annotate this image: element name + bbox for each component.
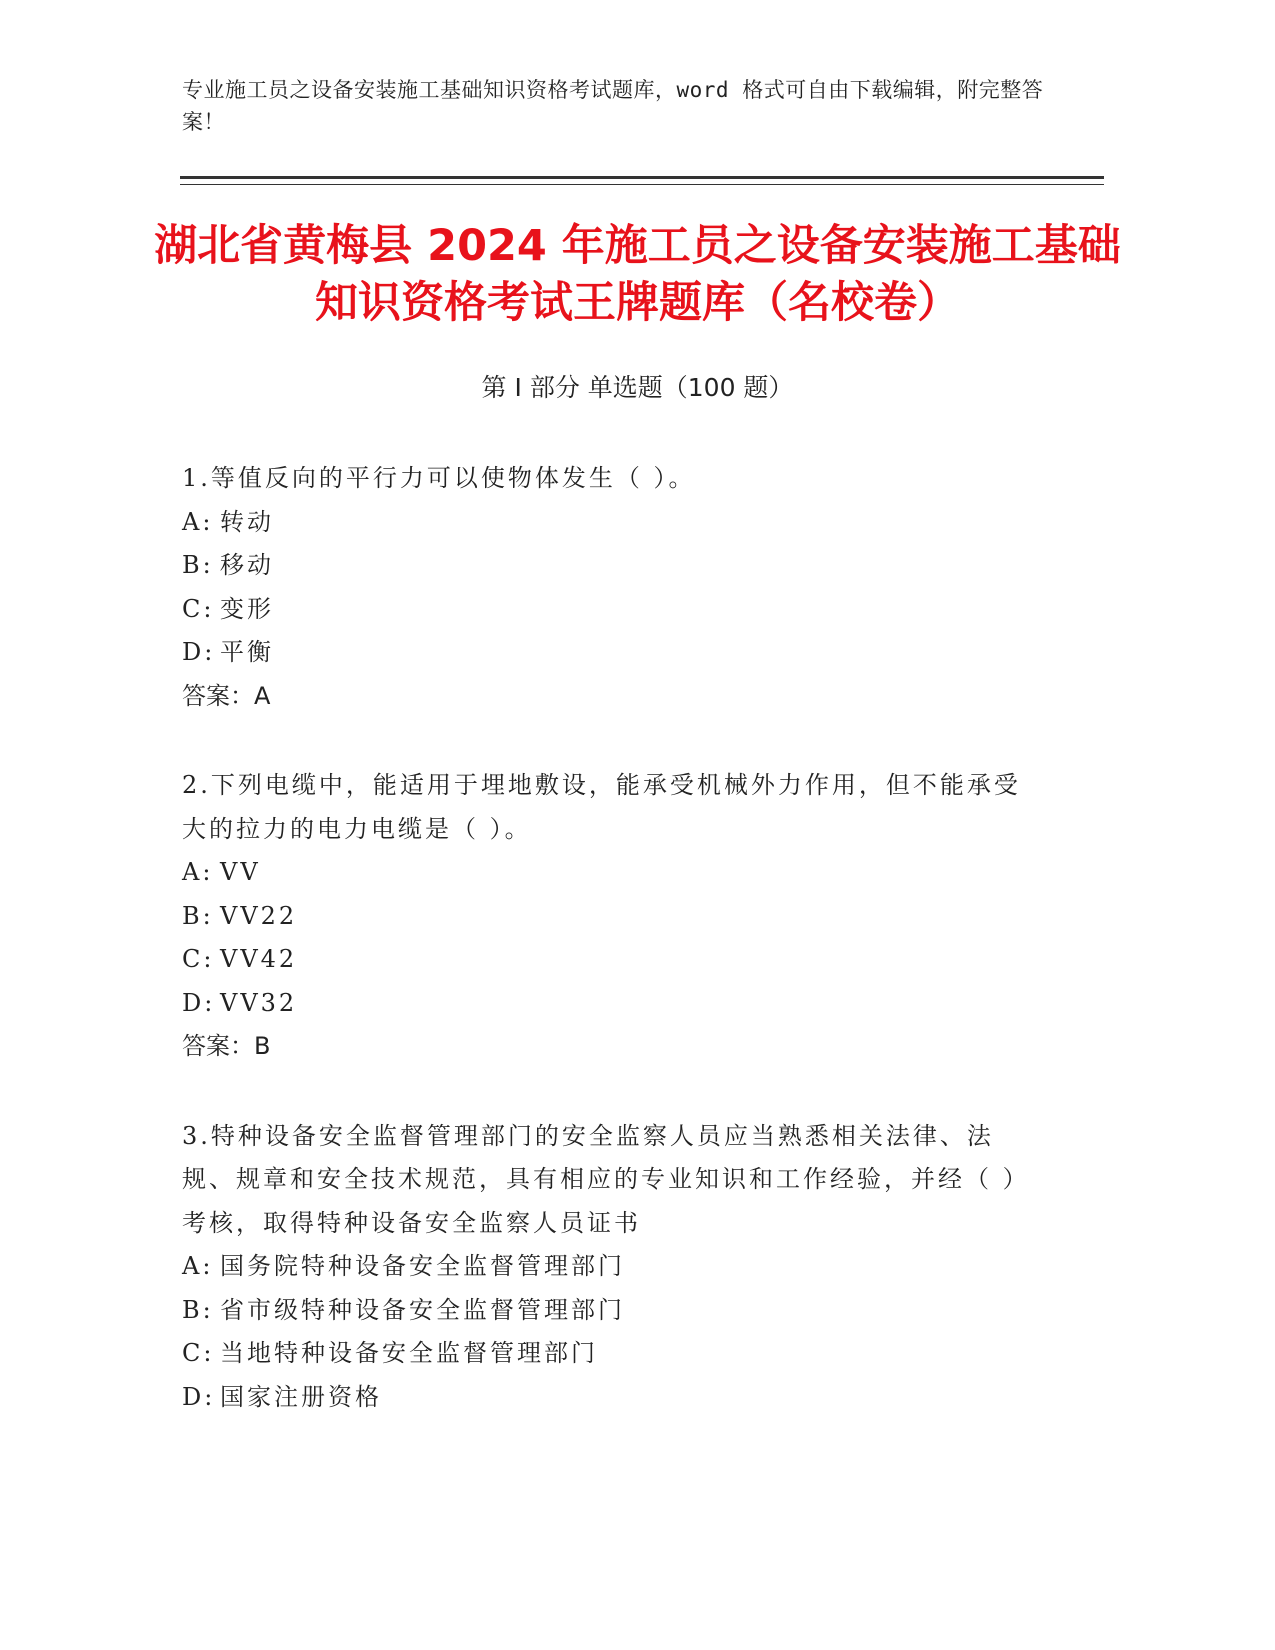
option-text: 转动 xyxy=(220,507,274,536)
answer-line: 答案：A xyxy=(182,681,271,710)
option-letter: A: xyxy=(182,1252,214,1280)
option-a xyxy=(182,1245,1022,1289)
question-2 xyxy=(182,764,1022,1069)
question-list xyxy=(182,457,1022,1465)
option-c xyxy=(182,588,1022,632)
option-text: 国家注册资格 xyxy=(220,1382,382,1411)
section-title: 第 I 部分 单选题（100 题） xyxy=(481,373,794,402)
option-b xyxy=(182,544,1022,588)
option-text: VV xyxy=(220,858,261,886)
option-text: 当地特种设备安全监督管理部门 xyxy=(220,1339,598,1367)
option-text: 国务院特种设备安全监督管理部门 xyxy=(220,1252,625,1280)
option-text: 省市级特种设备安全监督管理部门 xyxy=(220,1295,625,1324)
option-letter: C: xyxy=(182,594,215,623)
option-c xyxy=(182,1332,1022,1376)
option-b xyxy=(182,1289,1022,1333)
option-a xyxy=(182,501,1022,545)
option-letter: B: xyxy=(182,901,214,930)
header-divider-thick xyxy=(180,176,1104,179)
question-stem: 1.等值反向的平行力可以使物体发生（ ）。 xyxy=(182,464,696,492)
question-3 xyxy=(182,1115,1022,1420)
option-text: 平衡 xyxy=(220,638,274,666)
option-letter: C: xyxy=(182,1339,215,1367)
option-letter: B: xyxy=(182,551,214,579)
option-text: 移动 xyxy=(220,551,274,579)
header-divider-thin xyxy=(180,184,1104,185)
option-letter: A: xyxy=(182,858,214,886)
option-b xyxy=(182,895,1022,939)
option-letter: D: xyxy=(182,988,216,1017)
option-letter: D: xyxy=(182,638,216,666)
option-d xyxy=(182,982,1022,1026)
option-letter: C: xyxy=(182,945,215,973)
option-text: 变形 xyxy=(220,594,274,623)
question-stem: 2.下列电缆中，能适用于埋地敷设，能承受机械外力作用，但不能承受大的拉力的电力电缆是（ ）。 xyxy=(182,771,1021,843)
header-note: 专业施工员之设备安装施工基础知识资格考试题库，word 格式可自由下载编辑，附完整答案！ xyxy=(182,78,1044,134)
option-d xyxy=(182,1376,1022,1420)
option-letter: A: xyxy=(182,507,214,536)
option-c xyxy=(182,938,1022,982)
question-1 xyxy=(182,457,1022,718)
option-d xyxy=(182,631,1022,675)
answer-line: 答案：B xyxy=(182,1032,271,1060)
document-title: 湖北省黄梅县 2024 年施工员之设备安装施工基础知识资格考试王牌题库（名校卷） xyxy=(154,221,1121,328)
option-text: VV22 xyxy=(220,901,298,930)
option-a xyxy=(182,851,1022,895)
option-letter: D: xyxy=(182,1382,216,1411)
option-text: VV42 xyxy=(220,945,298,973)
option-letter: B: xyxy=(182,1295,214,1324)
question-stem: 3.特种设备安全监督管理部门的安全监察人员应当熟悉相关法律、法规、规章和安全技术规范，具有相应的专业知识和工作经验，并经（ ）考核，取得特种设备安全监察人员证书 xyxy=(182,1121,1018,1237)
option-text: VV32 xyxy=(220,988,298,1017)
